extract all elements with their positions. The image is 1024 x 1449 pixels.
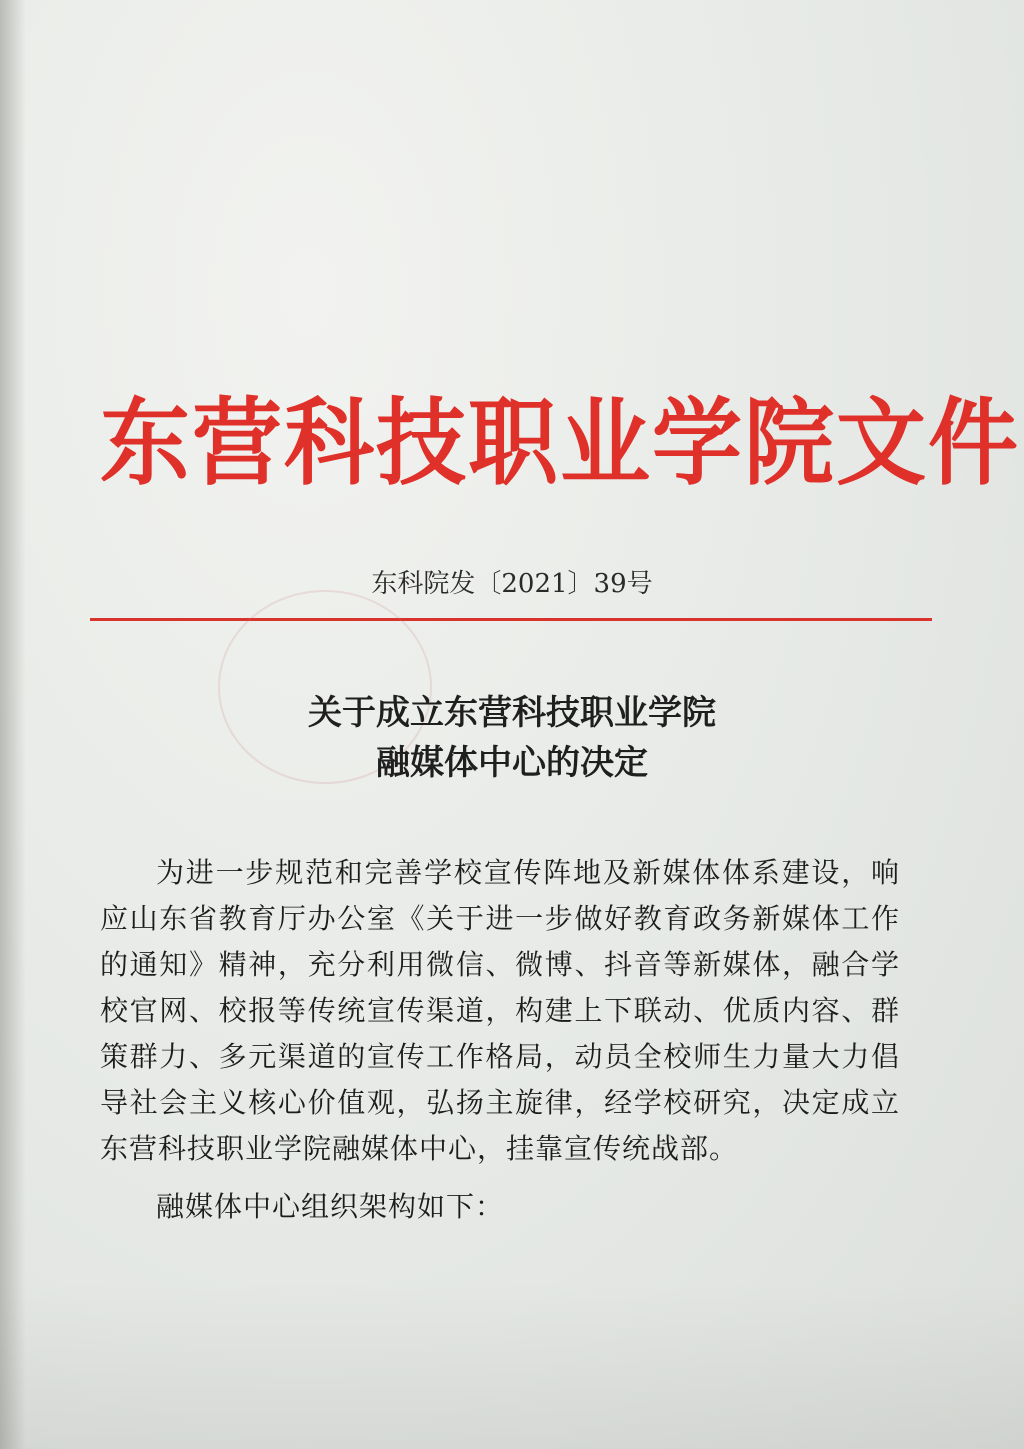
document-number: 东科院发〔2021〕39号 — [371, 569, 653, 599]
document-body — [100, 850, 900, 1230]
document-title-line-2: 融媒体中心的决定 — [376, 743, 648, 783]
document-title-line-1: 关于成立东营科技职业学院 — [308, 693, 716, 733]
body-paragraph: 为进一步规范和完善学校宣传阵地及新媒体体系建设，响应山东省教育厅办公室《关于进一步做好教育政务新媒体工作的通知》精神，充分利用微信、微博、抖音等新媒体，融合学校官网、校报等传统宣传渠道，构建上下联动、优质内容、群策群力、多元渠道的宣传工作格局，动员全校师生力量大力倡导社会主义核心价值观，弘扬主旋律，经学校研究，决定成立东营科技职业学院融媒体中心，挂靠宣传统战部。 — [100, 856, 900, 1165]
red-divider-line — [90, 618, 932, 621]
paper-bottom-shade — [0, 1280, 1024, 1449]
body-paragraph-org-structure: 融媒体中心组织架构如下： — [156, 1190, 505, 1223]
document-red-header: 东营科技职业学院文件 — [100, 387, 1020, 499]
